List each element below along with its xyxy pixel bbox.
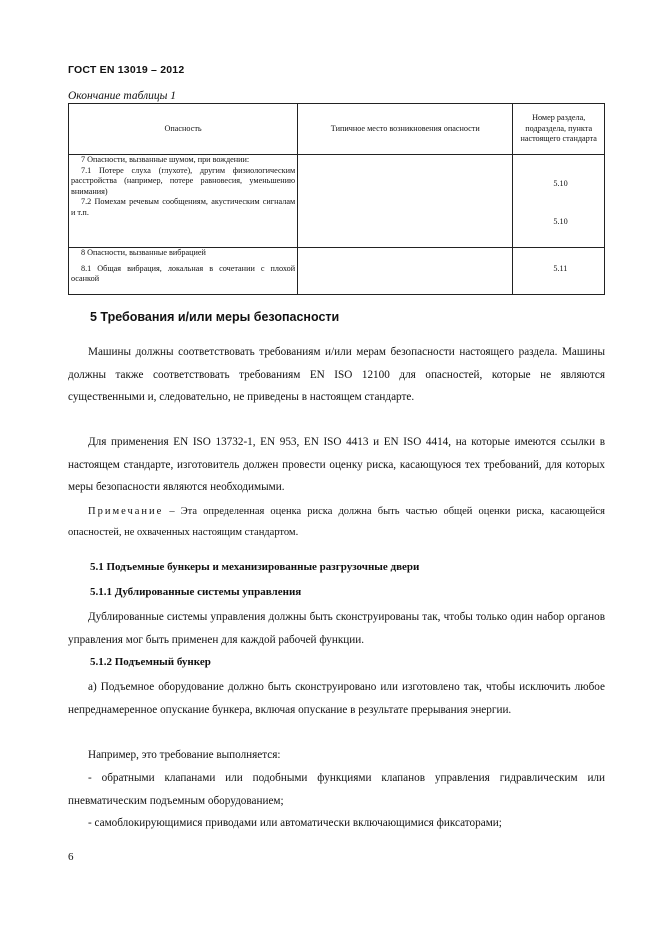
section-ref: 5.10	[553, 179, 568, 188]
hazard-cell	[69, 155, 298, 248]
page-number: 6	[68, 851, 74, 863]
subsection-title: 5.1 Подъемные бункеры и механизированные разгрузочные двери	[90, 561, 420, 573]
note-label: Примечание	[88, 506, 164, 517]
subsection-title: 5.1.2 Подъемный бункер	[90, 656, 211, 668]
section-cell	[513, 248, 605, 295]
location-cell	[298, 155, 513, 248]
paragraph: Дублированные системы управления должны быть сконструированы так, чтобы только один набор органов управления мог быть применен для каждой рабочей функции.	[68, 611, 605, 646]
section-cell	[513, 155, 605, 248]
hazard-line: 8.1 Общая вибрация, локальная в сочетании с плохой осанкой	[71, 263, 296, 283]
paragraph: Машины должны соответствовать требованиям и/или мерам безопасности настоящего раздела. Машины должны также соответствовать требованиям EN ISO 12100 для опасностей, которые не являются существенными и, следовательно, не приведены в настоящем стандарте.	[68, 346, 605, 403]
section-title: 5 Требования и/или меры безопасности	[90, 310, 340, 324]
column-header-hazard: Опасность	[69, 104, 298, 155]
hazard-line: 7 Опасности, вызванные шумом, при вождении:	[81, 155, 250, 164]
column-header-section: Номер раздела, подраздела, пункта настоящего стандарта	[513, 104, 605, 155]
list-item: - обратными клапанами или подобными функциями клапанов управления гидравлическим или пневматическим подъемным оборудованием;	[68, 772, 605, 807]
paragraph: Например, это требование выполняется:	[88, 749, 281, 761]
paragraph: а) Подъемное оборудование должно быть сконструировано или изготовлено так, чтобы исключить любое непреднамеренное опускание бункера, включая опускание в результате прерывания энергии.	[68, 681, 605, 716]
document-header: ГОСТ EN 13019 – 2012	[68, 64, 185, 76]
section-ref: 5.10	[553, 216, 568, 226]
list-item: - самоблокирующимися приводами или автоматически включающимися фиксаторами;	[88, 817, 502, 829]
table-row	[69, 248, 605, 295]
location-cell	[298, 248, 513, 295]
hazard-line: 8 Опасности, вызванные вибрацией	[81, 248, 206, 257]
hazards-table	[68, 103, 605, 295]
section-ref: 5.11	[553, 264, 568, 273]
subsection-title: 5.1.1 Дублированные системы управления	[90, 586, 302, 598]
hazard-cell	[69, 248, 298, 295]
note: Примечание – Эта определенная оценка риска должна быть частью общей оценки риска, касающейся опасностей, не охваченных настоящим стандартом.	[68, 506, 605, 538]
table-caption: Окончание таблицы 1	[68, 90, 176, 102]
paragraph: Для применения EN ISO 13732-1, EN 953, EN ISO 4413 и EN ISO 4414, на которые имеются ссылки в настоящем стандарте, изготовитель должен провести оценку риска, касающуюся тех требований, для которых меры безопасности являются необходимыми.	[68, 436, 605, 493]
column-header-location: Типичное место возникновения опасности	[298, 104, 513, 155]
hazard-line: 7.2 Помехам речевым сообщениям, акустическим сигналам и т.п.	[71, 197, 296, 217]
table-row	[69, 155, 605, 248]
table-header-row	[69, 104, 605, 155]
hazard-line: 7.1 Потере слуха (глухоте), другим физиологическим расстройства (например, потере равновесия, уменьшению внимания)	[71, 165, 296, 196]
